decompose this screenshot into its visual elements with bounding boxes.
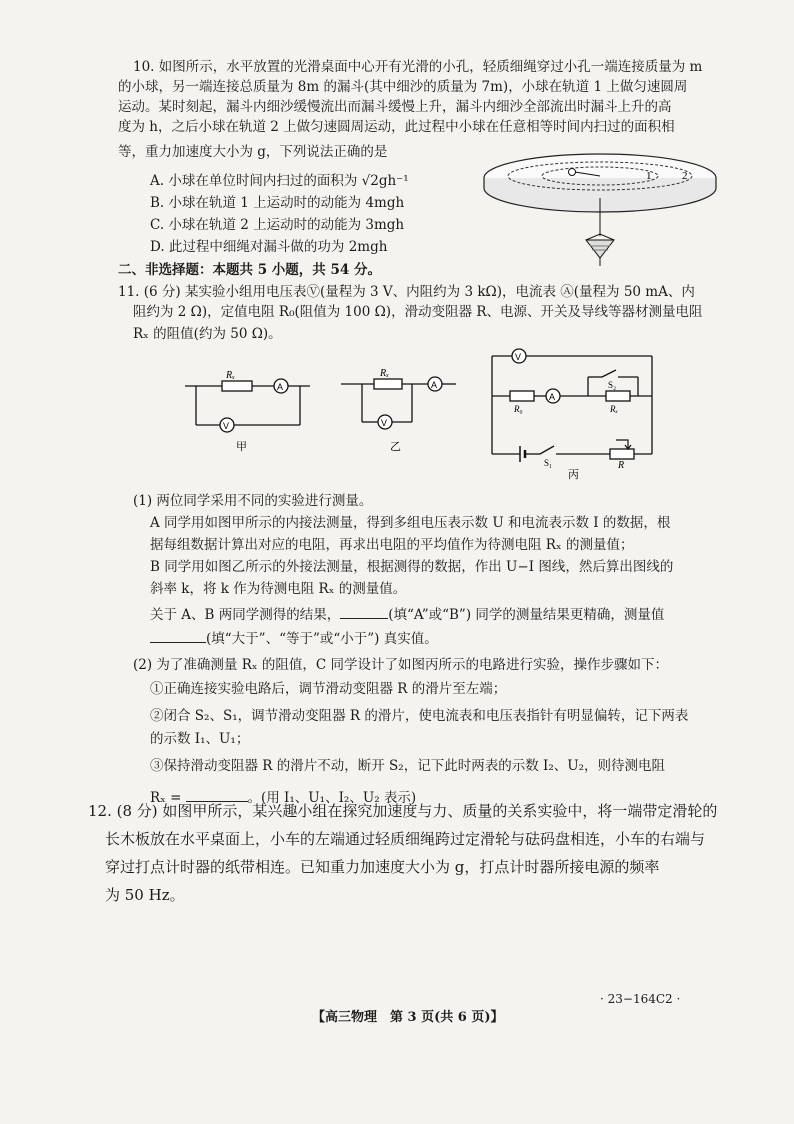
q10-line-2: 的小球，另一端连接总质量为 8m 的漏斗(其中细沙的质量为 7m)，小球在轨道 1 上做匀速圆周 — [118, 79, 688, 95]
circuit-jia — [180, 368, 315, 456]
yi-caption: 乙 — [390, 441, 401, 453]
bing-voltmeter-icon: V — [515, 352, 522, 362]
q10-option-d: D. 此过程中细绳对漏斗做的功为 2mgh — [150, 239, 388, 255]
q11-part1-text-c: (填“大于”、“等于”或“小于”) 真实值。 — [206, 631, 438, 647]
section-2-heading: 二、非选择题：本题共 5 小题，共 54 分。 — [118, 262, 381, 278]
q12-line-3: 穿过打点计时器的纸带相连。已知重力加速度大小为 g，打点计时器所接电源的频率 — [105, 858, 660, 876]
q11-part1-text-a: 关于 A、B 两同学测得的结果， — [150, 607, 341, 623]
q11-part2-step-1: ①正确连接实验电路后，调节滑动变阻器 R 的滑片至左端； — [150, 681, 507, 697]
q10-line-5: 等，重力加速度大小为 g，下列说法正确的是 — [118, 144, 388, 160]
q11-part2-rx: Rₓ = — [150, 790, 182, 806]
q12-line-2: 长木板放在水平桌面上，小车的左端通过轻质细绳跨过定滑轮与砝码盘相连，小车的右端与 — [105, 830, 706, 848]
q11-part2-tail: 。(用 I₁、U₁、I₂、U₂ 表示) — [247, 790, 417, 806]
page-footer-title: 【高三物理 第 3 页(共 6 页)】 — [312, 1010, 504, 1025]
q11-part1-line-5: 斜率 k，将 k 作为待测电阻 Rₓ 的测量值。 — [150, 581, 407, 597]
page-code: · 23−164C2 · — [600, 992, 681, 1006]
yi-ammeter-icon: A — [431, 380, 438, 390]
q11-part1-line-2: A 同学用如图甲所示的内接法测量，得到多组电压表示数 U 和电流表示数 I 的数据，根 — [150, 515, 671, 531]
q10-option-b: B. 小球在轨道 1 上运动时的动能为 4mgh — [150, 195, 405, 211]
q10-line-1: 10. 如图所示，水平放置的光滑桌面中心开有光滑的小孔，轻质细绳穿过小孔一端连接质量为 m — [133, 59, 703, 75]
bing-s2-label: S₂ — [608, 380, 617, 390]
q10-line-4: 度为 h，之后小球在轨道 2 上做匀速圆周运动，此过程中小球在任意相等时间内扫过的面积相 — [118, 119, 675, 135]
answer-blank-2[interactable] — [150, 628, 206, 643]
bing-rx-label: Rₓ — [610, 404, 619, 414]
circuit-yi — [338, 364, 473, 456]
jia-rx-label: Rₓ — [226, 370, 235, 381]
bing-r0-label: R₀ — [514, 404, 523, 414]
q11-part2-line-1: (2) 为了准确测量 Rₓ 的阻值，C 同学设计了如图丙所示的电路进行实验，操作步骤如下： — [133, 657, 669, 673]
q11-part1-line-1: (1) 两位同学采用不同的实验进行测量。 — [133, 493, 373, 509]
q11-part2-step-2: ②闭合 S₂、S₁，调节滑动变阻器 R 的滑片，使电流表和电压表指针有明显偏转，记下两表 — [150, 708, 689, 724]
jia-ammeter-icon: A — [277, 382, 284, 392]
q11-part1-question-cont — [150, 628, 438, 649]
q11-line-3: Rₓ 的阻值(约为 50 Ω)。 — [133, 326, 282, 342]
circuit-bing — [488, 344, 668, 482]
answer-blank-1[interactable] — [340, 604, 388, 619]
q11-part2-step-3: ③保持滑动变阻器 R 的滑片不动，断开 S₂，记下此时两表的示数 I₂、U₂，则待测电阻 — [150, 758, 666, 774]
q10-line-3: 运动。某时刻起，漏斗内细沙缓慢流出而漏斗缓慢上升，漏斗内细沙全部流出时漏斗上升的高 — [118, 99, 672, 115]
q11-part1-question — [150, 604, 664, 625]
bing-s1-label: S₁ — [544, 458, 553, 468]
track-2-label: 2 — [682, 170, 688, 182]
q11-line-1: 11. (6 分) 某实验小组用电压表Ⓥ(量程为 3 V、内阻约为 3 kΩ)，电流表 Ⓐ(量程为 50 mA、内 — [118, 284, 695, 300]
track-1-label: 1 — [646, 170, 652, 182]
q11-part2-step-2-cont: 的示数 I₁、U₁； — [150, 731, 250, 747]
bing-ammeter-icon: A — [549, 392, 556, 402]
jia-voltmeter-icon: V — [223, 421, 230, 431]
yi-rx-label: Rₓ — [380, 368, 389, 379]
bing-caption: 丙 — [568, 469, 579, 481]
q12-line-1: 12. (8 分) 如图甲所示，某兴趣小组在探究加速度与力、质量的关系实验中，将一端带定滑轮的 — [88, 802, 718, 820]
table-funnel-figure — [478, 148, 718, 274]
q11-part1-line-3: 据每组数据计算出对应的电阻，再求出电阻的平均值作为待测电阻 Rₓ 的测量值； — [150, 537, 634, 553]
q10-option-c: C. 小球在轨道 2 上运动时的动能为 3mgh — [150, 217, 405, 233]
bing-r-label: R — [618, 460, 625, 471]
q10-option-a: A. 小球在单位时间内扫过的面积为 √2gh⁻¹ — [150, 173, 409, 189]
q11-part1-text-b: (填“A”或“B”) 同学的测量结果更精确，测量值 — [388, 607, 665, 623]
jia-caption: 甲 — [236, 441, 247, 453]
q11-line-2: 阻约为 2 Ω)，定值电阻 R₀(阻值为 100 Ω)，滑动变阻器 R、电源、开关及导线等器材测量电阻 — [133, 304, 703, 320]
q12-line-4: 为 50 Hz。 — [105, 886, 185, 904]
q11-part1-line-4: B 同学用如图乙所示的外接法测量，根据测得的数据，作出 U−I 图线，然后算出图线的 — [150, 559, 674, 575]
yi-voltmeter-icon: V — [381, 418, 388, 428]
